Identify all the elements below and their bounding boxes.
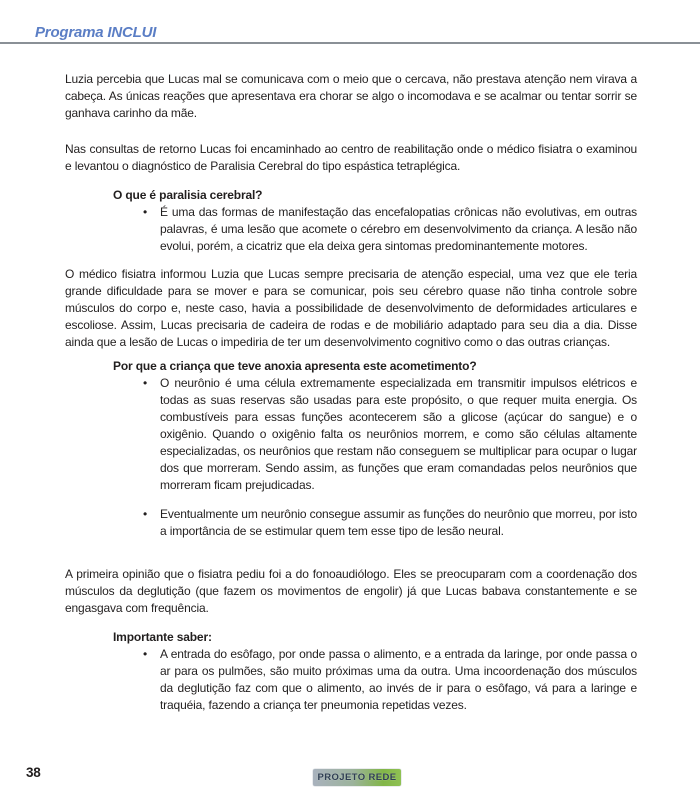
bullet-item — [65, 375, 637, 494]
section-anoxia — [65, 358, 637, 540]
section-heading: O que é paralisia cerebral? — [113, 188, 263, 202]
bullet-icon: • — [143, 376, 148, 390]
bullet-icon: • — [143, 647, 148, 661]
paragraph-2: Nas consultas de retorno Lucas foi encaminhado ao centro de reabilitação onde o médico fisiatra o examinou e levantou o diagnóstico de Paralisia Cerebral do tipo espástica tetraplégica. — [65, 142, 637, 173]
bullet-item — [65, 506, 637, 540]
bullet-item — [65, 646, 637, 714]
page-header-title: Programa INCLUI — [35, 24, 157, 41]
section-paralisia-cerebral — [65, 187, 637, 255]
paragraph-3: O médico fisiatra informou Luzia que Lucas sempre precisaria de atenção especial, uma vez que ele teria grande dificuldade para se mover e para se comunicar, pois seu cérebro quase não tinha controle sobre músculos do corpo e, neste caso, havia a possibilidade de desenvolvimento de deformidades articulares e escoliose. Assim, Lucas precisaria de cadeira de rodas e de mobiliário adaptado para seu dia a dia. Disse ainda que a lesão de Lucas o impediria de ter um desenvolvimento cognitivo como o das outras crianças. — [65, 267, 637, 349]
bullet-list — [65, 375, 637, 540]
bullet-icon: • — [143, 205, 148, 219]
paragraph-4: A primeira opinião que o fisiatra pediu foi a do fonoaudiólogo. Eles se preocuparam com a coordenação dos músculos da deglutição (que fazem os movimentos de engolir) já que Lucas babava constantemente e se engasgava com frequência. — [65, 567, 637, 615]
paragraph-1: Luzia percebia que Lucas mal se comunicava com o meio que o cercava, não prestava atenção nem virava a cabeça. As únicas reações que apresentava era chorar se algo o incomodava e se acalmar ou tentar sorrir se ganhava carinho da mãe. — [65, 72, 637, 120]
page-number: 38 — [26, 765, 41, 780]
section-heading: Por que a criança que teve anoxia apresenta este acometimento? — [113, 359, 477, 373]
bullet-text: Eventualmente um neurônio consegue assumir as funções do neurônio que morreu, por isto a importância de se estimular quem tem esse tipo de lesão neural. — [160, 507, 637, 538]
bullet-list — [65, 204, 637, 255]
bullet-icon: • — [143, 507, 148, 521]
projeto-rede-logo — [313, 769, 401, 786]
bullet-text: O neurônio é uma célula extremamente especializada em transmitir impulsos elétricos e todas as suas reservas são usadas para este propósito, o que requer muita energia. Os combustíveis para essas funções acontecerem são a glicose (açúcar do sangue) e o oxigênio. Quando o oxigênio falta os neurônios morrem, e como são células altamente especializadas, os neurônios que restam não conseguem se multiplicar para ocupar o lugar dos que morreram. Sendo assim, as funções que eram comandadas pelos neurônios que morreram ficam prejudicadas. — [160, 376, 637, 492]
bullet-list — [65, 646, 637, 714]
header-rule — [0, 42, 700, 44]
logo-label: PROJETO REDE — [317, 772, 397, 783]
section-heading: Importante saber: — [113, 630, 212, 644]
section-importante-saber — [65, 629, 637, 714]
bullet-text: É uma das formas de manifestação das encefalopatias crônicas não evolutivas, em outras palavras, é uma lesão que acomete o cérebro em desenvolvimento da criança. A lesão não evolui, porém, a cicatriz que ela deixa gera sintomas predominantemente motores. — [160, 205, 637, 253]
bullet-item — [65, 204, 637, 255]
bullet-text: A entrada do esôfago, por onde passa o alimento, e a entrada da laringe, por onde passa o ar para os pulmões, são muito próximas uma da outra. Uma incoordenação dos músculos da deglutição faz com que o alimento, ao invés de ir para o esôfago, vá para a laringe e traquéia, fazendo a criança ter pneumonia repetidas vezes. — [160, 647, 637, 712]
document-body — [65, 71, 637, 714]
